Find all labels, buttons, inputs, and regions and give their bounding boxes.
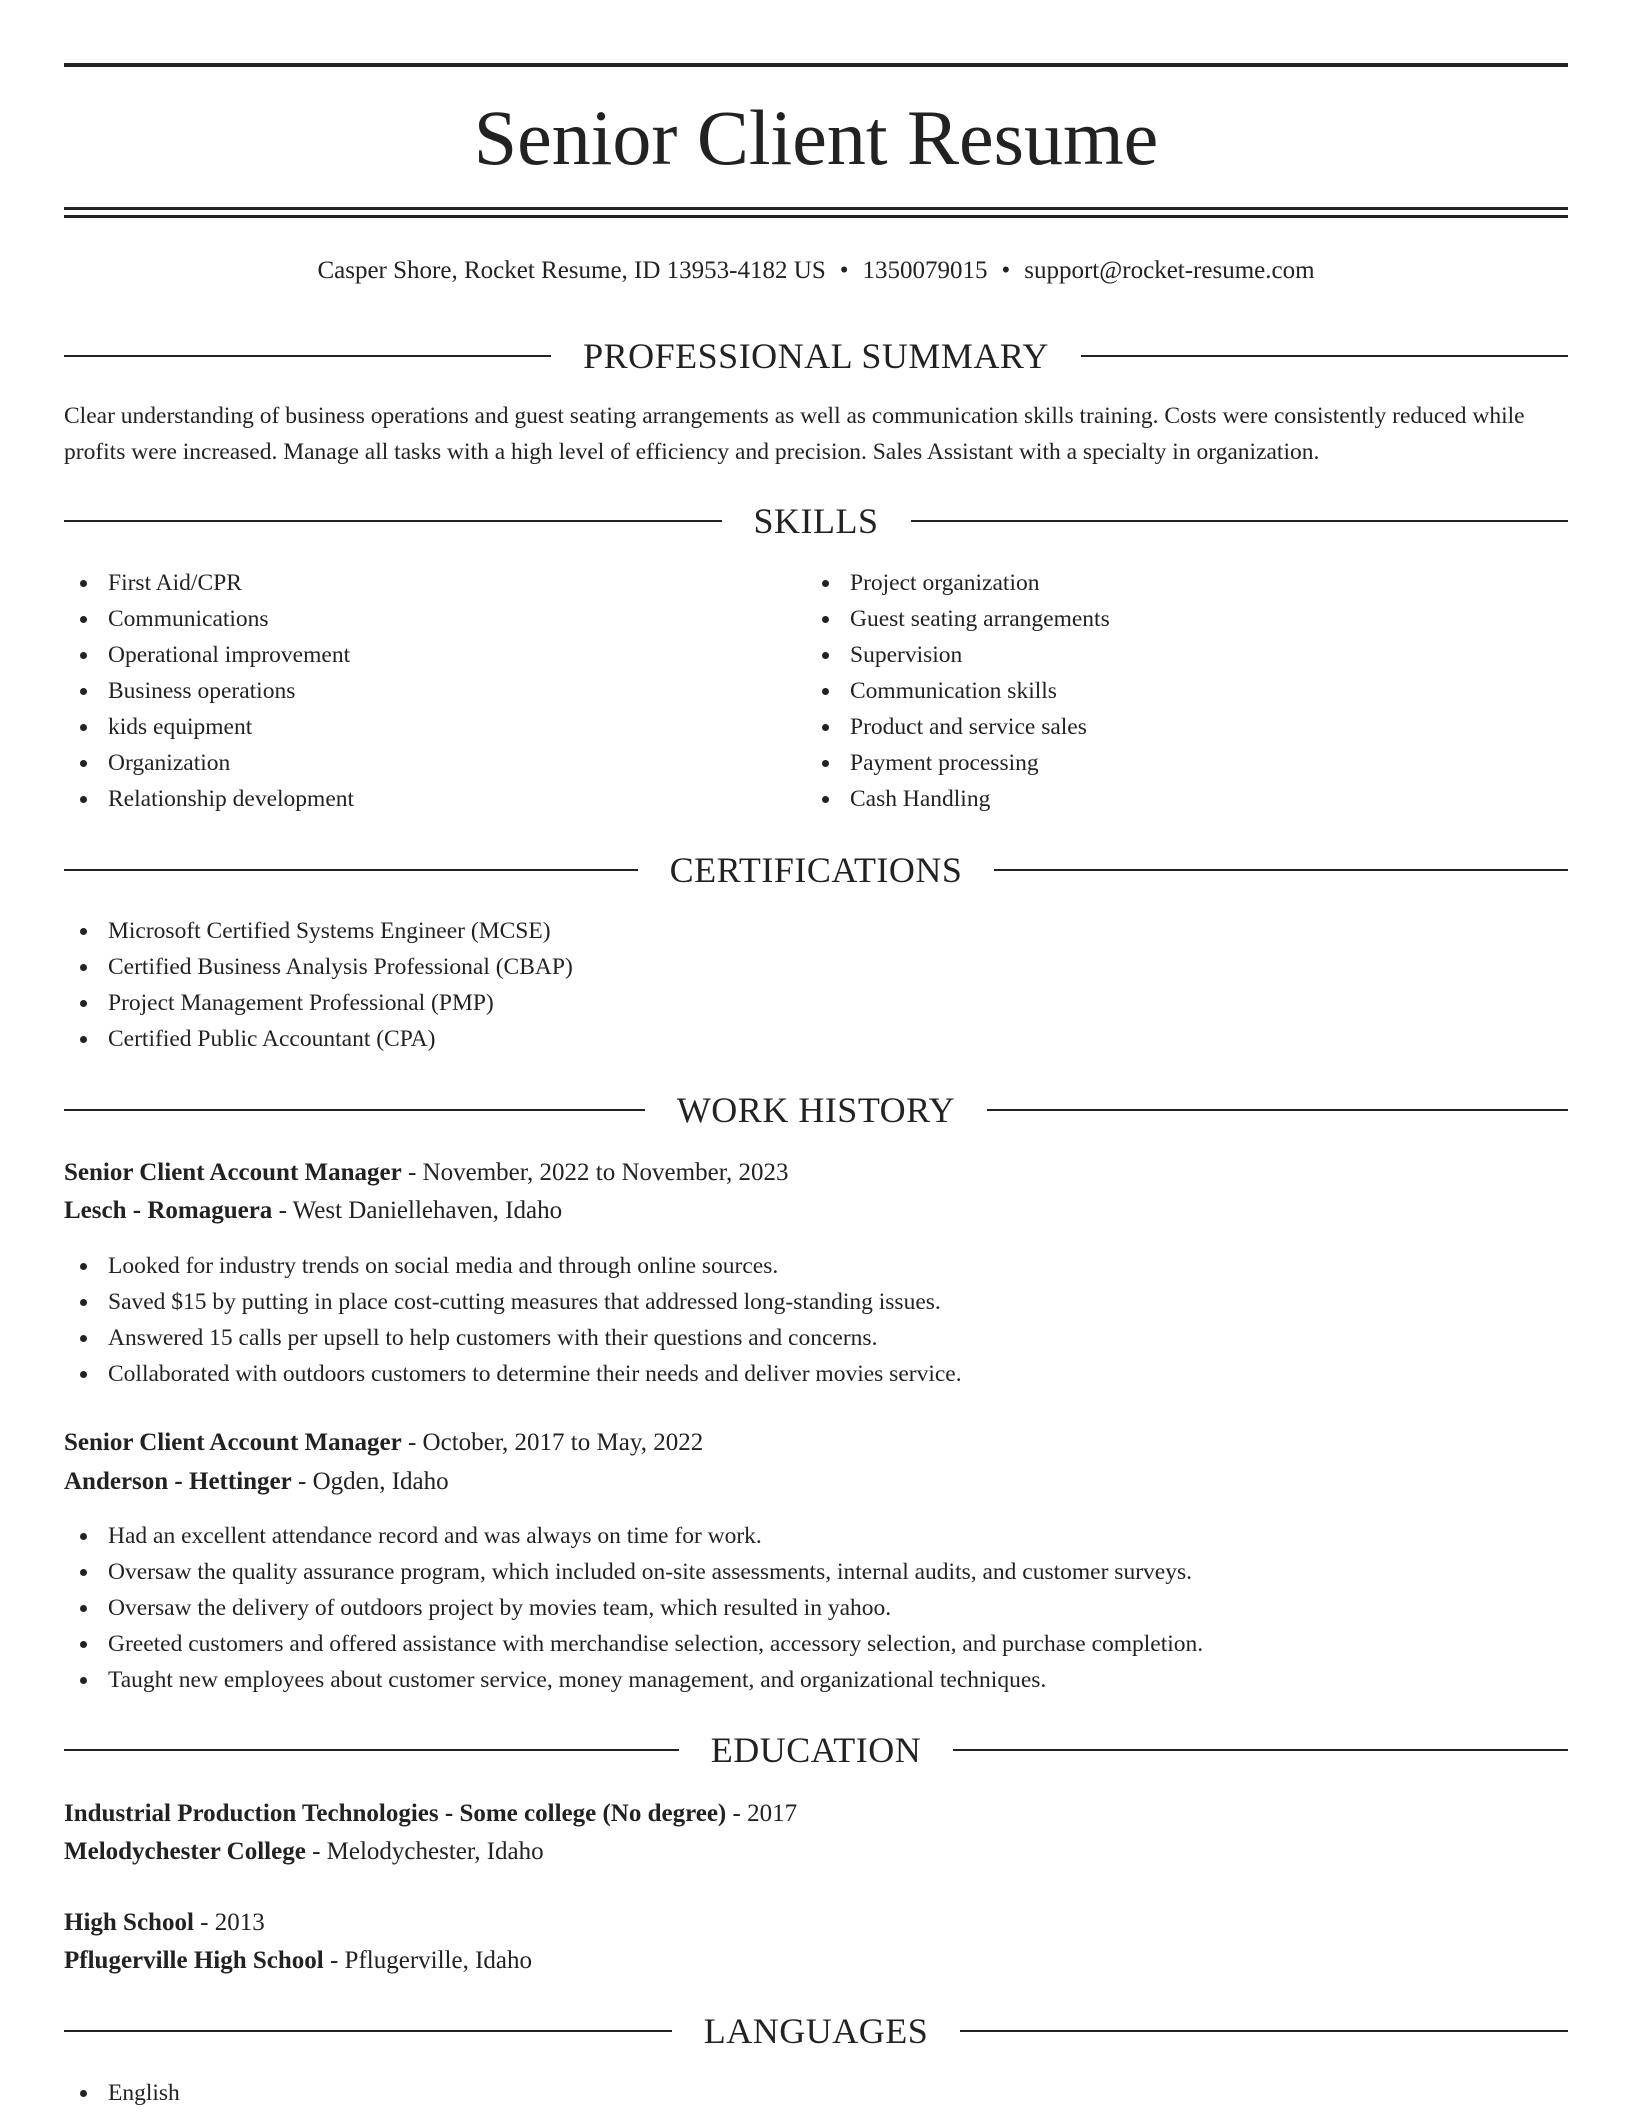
section-heading-label: PROFESSIONAL SUMMARY xyxy=(583,336,1049,376)
page-title: Senior Client Resume xyxy=(473,94,1159,181)
section-heading-certifications xyxy=(64,850,1568,890)
job-company: Lesch - Romaguera xyxy=(64,1197,273,1224)
certification-item: Microsoft Certified Systems Engineer (MCSE) xyxy=(64,913,1564,949)
heading-rule xyxy=(64,520,722,522)
skill-item: Payment processing xyxy=(806,745,1546,781)
heading-rule xyxy=(994,869,1568,871)
job-bullet: Greeted customers and offered assistance with merchandise selection, accessory selection, and purchase completion. xyxy=(64,1626,1564,1662)
contact-address: Casper Shore, Rocket Resume, ID 13953-4182 US xyxy=(317,257,826,284)
contact-separator: • xyxy=(839,257,849,284)
section-heading-label: LANGUAGES xyxy=(703,2011,929,2051)
job-company-line xyxy=(64,1463,1568,1501)
certification-item: Certified Public Accountant (CPA) xyxy=(64,1021,1564,1057)
education-school-line xyxy=(64,1833,1568,1871)
job-title-line xyxy=(64,1424,1568,1462)
skill-item: kids equipment xyxy=(64,709,804,745)
heading-rule xyxy=(64,2030,672,2032)
certifications-list xyxy=(64,913,1564,1057)
job-company-line xyxy=(64,1192,1568,1230)
skill-item: Project organization xyxy=(806,565,1546,601)
section-heading-education xyxy=(64,1730,1568,1770)
job-bullet: Oversaw the quality assurance program, which included on-site assessments, internal audits, and customer surveys. xyxy=(64,1554,1564,1590)
skill-item: Organization xyxy=(64,745,804,781)
education-degree: High School xyxy=(64,1909,194,1936)
job-bullets xyxy=(64,1518,1564,1698)
heading-rule xyxy=(64,355,551,357)
contact-email[interactable]: support@rocket-resume.com xyxy=(1024,257,1315,284)
skills-list-right xyxy=(806,565,1546,817)
education-location: - Melodychester, Idaho xyxy=(305,1838,544,1865)
skill-item: Guest seating arrangements xyxy=(806,601,1546,637)
contact-separator: • xyxy=(1001,257,1011,284)
section-heading-label: WORK HISTORY xyxy=(676,1090,956,1130)
education-school-line xyxy=(64,1942,1568,1980)
header-rule-lower xyxy=(64,215,1568,218)
job-bullet: Oversaw the delivery of outdoors project by movies team, which resulted in yahoo. xyxy=(64,1590,1564,1626)
education-location: - Pflugerville, Idaho xyxy=(323,1947,532,1974)
certification-item: Certified Business Analysis Professional (CBAP) xyxy=(64,949,1564,985)
contact-line xyxy=(64,254,1568,288)
job-bullet: Saved $15 by putting in place cost-cutting measures that addressed long-standing issues. xyxy=(64,1284,1564,1320)
skill-item: Cash Handling xyxy=(806,781,1546,817)
job-location: - West Daniellehaven, Idaho xyxy=(272,1197,563,1224)
heading-rule xyxy=(64,1749,679,1751)
certification-item: Project Management Professional (PMP) xyxy=(64,985,1564,1021)
contact-phone: 1350079015 xyxy=(862,257,988,284)
skills-list-left xyxy=(64,565,804,817)
heading-rule xyxy=(960,2030,1568,2032)
job-title: Senior Client Account Manager xyxy=(64,1429,402,1456)
languages-list xyxy=(64,2075,1564,2111)
skill-item: Business operations xyxy=(64,673,804,709)
skill-item: Communications xyxy=(64,601,804,637)
section-heading-work-history xyxy=(64,1090,1568,1130)
summary-text: Clear understanding of business operations and guest seating arrangements as well as communication skills training. Costs were consistently reduced while profits were increased. Manage all tasks with a high level of efficiency and precision. Sales Assistant with a specialty in organization. xyxy=(64,403,1525,465)
section-heading-label: CERTIFICATIONS xyxy=(669,850,963,890)
job-bullet: Looked for industry trends on social media and through online sources. xyxy=(64,1248,1564,1284)
education-degree: Industrial Production Technologies - Some college (No degree) xyxy=(64,1800,727,1827)
job-company: Anderson - Hettinger xyxy=(64,1468,292,1495)
job-title: Senior Client Account Manager xyxy=(64,1159,402,1186)
header-top-rule xyxy=(64,63,1568,67)
section-heading-skills xyxy=(64,501,1568,541)
header-rule-upper xyxy=(64,207,1568,210)
section-heading-label: EDUCATION xyxy=(710,1730,922,1770)
job-bullet: Answered 15 calls per upsell to help customers with their questions and concerns. xyxy=(64,1320,1564,1356)
job-bullet: Had an excellent attendance record and was always on time for work. xyxy=(64,1518,1564,1554)
heading-rule xyxy=(953,1749,1568,1751)
heading-rule xyxy=(987,1109,1568,1111)
language-item: English xyxy=(64,2075,1564,2111)
section-heading-summary xyxy=(64,336,1568,376)
job-dates: - October, 2017 to May, 2022 xyxy=(401,1429,704,1456)
skill-item: Communication skills xyxy=(806,673,1546,709)
section-heading-languages xyxy=(64,2011,1568,2051)
job-dates: - November, 2022 to November, 2023 xyxy=(401,1159,789,1186)
job-title-line xyxy=(64,1154,1568,1192)
heading-rule xyxy=(1081,355,1568,357)
skill-item: Product and service sales xyxy=(806,709,1546,745)
education-school: Pflugerville High School xyxy=(64,1947,324,1974)
education-year: - 2013 xyxy=(193,1909,265,1936)
job-bullets xyxy=(64,1248,1564,1392)
job-bullet: Taught new employees about customer service, money management, and organizational techniques. xyxy=(64,1662,1564,1698)
heading-rule xyxy=(911,520,1569,522)
skill-item: Relationship development xyxy=(64,781,804,817)
heading-rule xyxy=(64,869,638,871)
education-degree-line xyxy=(64,1795,1568,1833)
job-location: - Ogden, Idaho xyxy=(291,1468,449,1495)
education-degree-line xyxy=(64,1904,1568,1942)
education-school: Melodychester College xyxy=(64,1838,306,1865)
education-year: - 2017 xyxy=(726,1800,798,1827)
skill-item: Operational improvement xyxy=(64,637,804,673)
section-heading-label: SKILLS xyxy=(753,501,879,541)
skill-item: Supervision xyxy=(806,637,1546,673)
heading-rule xyxy=(64,1109,645,1111)
skill-item: First Aid/CPR xyxy=(64,565,804,601)
job-bullet: Collaborated with outdoors customers to determine their needs and deliver movies service. xyxy=(64,1356,1564,1392)
